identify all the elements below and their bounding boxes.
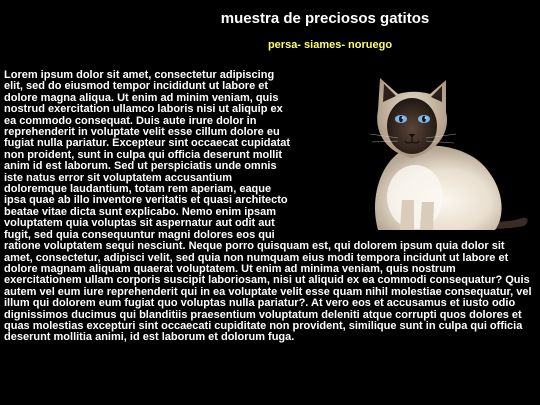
main-content [4, 70, 536, 344]
lorem-paragraph: Lorem ipsum dolor sit amet, consectetur adipiscing elit, sed do eiusmod tempor incididunt ut labore et dolore magna aliqua. Ut enim ad minim veniam, quis nostrud exercitation ullamco laboris nisi ut aliquip ex ea commodo consequat. Duis aute irure dolor in reprehenderit in voluptate velit esse cillum dolore eu fugiat nulla pariatur. Excepteur sint occaecat cupidatat non proident, sunt in culpa qui officia deserunt mollit anim id est laborum. Sed ut perspiciatis unde omnis iste natus error sit voluptatem accusantium doloremque laudantium, totam rem aperiam, eaque ipsa quae ab illo inventore veritatis et quasi architecto beatae vitae dicta sunt explicabo. Nemo enim ipsam voluptatem quia voluptas sit aspernatur aut odit aut fugit, sed quia consequuntur magni dolores eos qui ratione voluptatem sequi nesciunt. Neque porro quisquam est, qui dolorem ipsum quia dolor sit amet, consectetur, adipisci velit, sed quia non numquam eius modi tempora incidunt ut labore et dolore magnam aliquam quaerat voluptatem. Ut enim ad minima veniam, quis nostrum exercitationem ullam corporis suscipit laboriosam, nisi ut aliquid ex ea commodi consequatur? Quis autem vel eum iure reprehenderit qui in ea voluptate velit esse quam nihil molestiae consequatur, vel illum qui dolorem eum fugiat quo voluptas nulla pariatur?. At vero eos et accusamus et iusto odio dignissimos ducimus qui blanditiis praesentium voluptatum deleniti atque corrupti quos dolores et quas molestias excepturi sint occaecati cupiditate non provident, similique sunt in culpa qui officia deserunt mollitia animi, id est laborum et dolorum fuga. [4, 69, 532, 344]
page-title: muestra de preciosos gatitos [220, 10, 430, 27]
breed-nav: persa- siames- noruego [267, 39, 393, 51]
siamese-cat-photo [300, 72, 532, 230]
page-header [0, 0, 540, 52]
